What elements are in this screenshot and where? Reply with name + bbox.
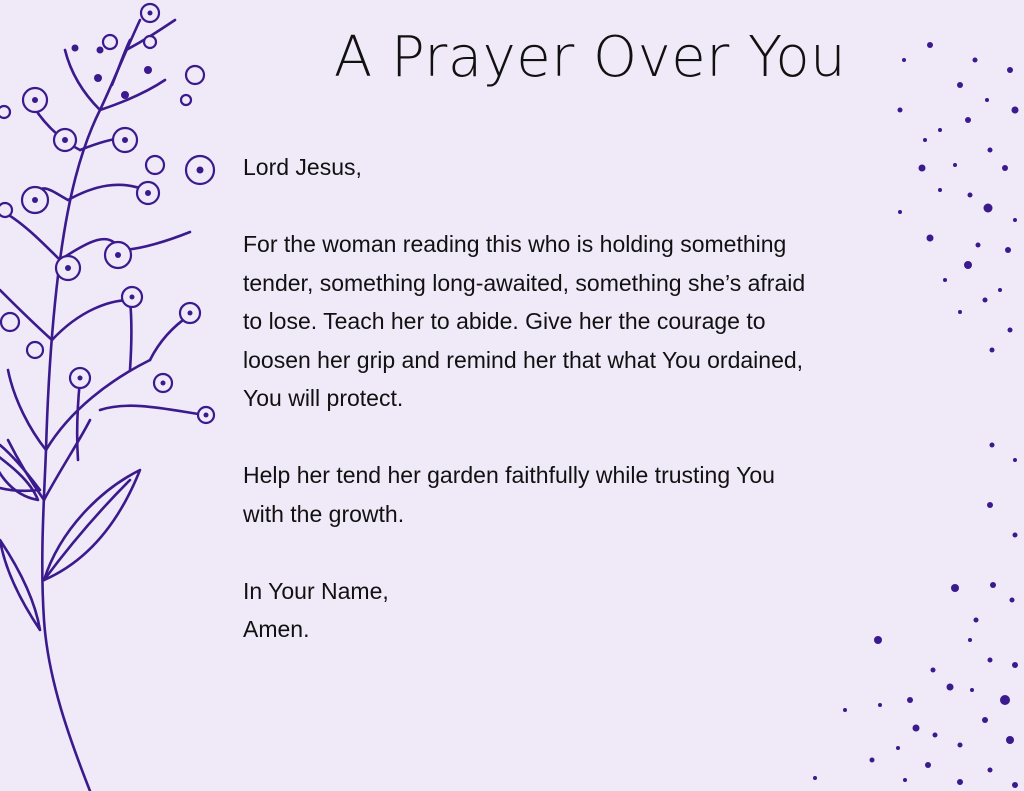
closing-line: In Your Name, <box>243 577 389 604</box>
prayer-line: with the growth. <box>243 500 405 527</box>
prayer-line: Help her tend her garden faithfully while trusting You <box>243 462 775 488</box>
salutation: Lord Jesus, <box>243 154 362 180</box>
prayer-line: tender, something long-awaited, something she’s afraid <box>243 269 806 296</box>
prayer-line: For the woman reading this who is holding something <box>243 231 787 257</box>
closing-amen: Amen. <box>243 616 310 642</box>
page-title: A Prayer Over You <box>333 25 847 90</box>
floral-illustration <box>0 0 240 791</box>
prayer-line: loosen her grip and remind her that what You ordained, <box>243 346 804 373</box>
prayer-line: to lose. Teach her to abide. Give her the courage to <box>243 308 766 334</box>
prayer-body <box>243 148 943 649</box>
prayer-line: You will protect. <box>243 385 404 411</box>
